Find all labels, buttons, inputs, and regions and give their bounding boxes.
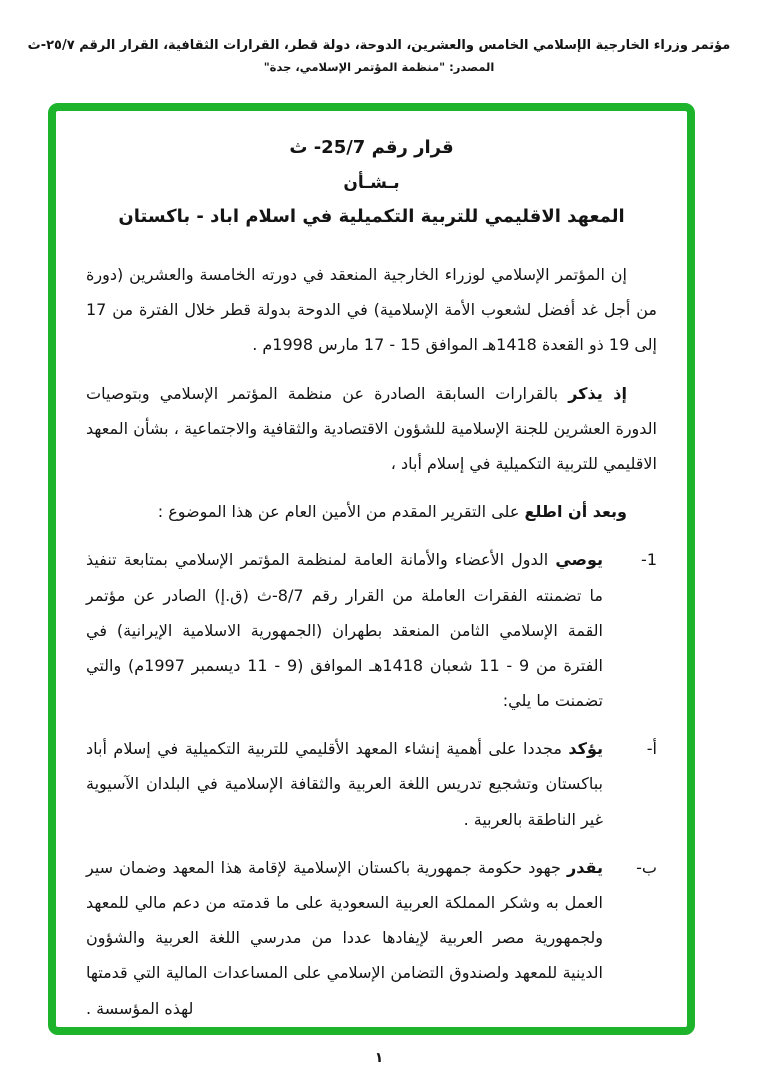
item-text	[86, 731, 603, 837]
item-marker: ب-	[636, 857, 657, 877]
item-body: الدول الأعضاء والأمانة العامة لمنظمة المؤتمر الإسلامي بمتابعة تنفيذ ما تضمنته الفقرات العاملة من القرار رقم 8/7-ث (ق.إ) الصادر عن مؤتمر القمة الإسلامي الثامن المنعقد بطهران (الجمهورية الاسلامية الإيرانية) في الفترة من 9 - 11 شعبان 1418هـ الموافق (9 - 11 ديسمبر 1997م) والتي تضمنت ما يلي:	[86, 550, 604, 711]
document-header	[0, 38, 758, 74]
operative-item-a	[86, 731, 657, 837]
preamble-paragraph-2	[86, 376, 657, 482]
resolution-subject-title: المعهد الاقليمي للتربية التكميلية في اسلام اباد - باكستان	[118, 206, 625, 227]
body-text	[86, 257, 657, 1026]
item-lead: يوصي	[555, 550, 603, 570]
item-body: جهود حكومة جمهورية باكستان الإسلامية لإقامة هذا المعهد وضمان سير العمل به وشكر المملكة العربية السعودية على ما قدمته من دعم مالي للمعهد ولجمهورية مصر العربية لإيفادها عددا من مدرسي اللغة العربية والشؤون الدينية للمعهد ولصندوق التضامن الإسلامي على المساعدات المالية التي قدمتها لهذه المؤسسة .	[86, 857, 603, 1018]
item-marker: أ-	[646, 739, 657, 759]
subject-word: بـشـأن	[343, 173, 400, 193]
resolution-number-title: قرار رقم 25/7- ث	[289, 137, 454, 158]
preamble-paragraph-1	[86, 257, 657, 363]
paragraph-text: إن المؤتمر الإسلامي لوزراء الخارجية المنعقد في دورته الخامسة والعشرين (دورة من أجل غد أفضل لشعوب الأمة الإسلامية) في الدوحة بدولة قطر خلال الفترة من 17 إلى 19 ذو القعدة 1418هـ الموافق 15 - 17 مارس 1998م .	[86, 265, 657, 355]
header-source-line: المصدر: "منظمة المؤتمر الإسلامي، جدة"	[263, 60, 495, 74]
preamble-paragraph-3	[86, 494, 657, 529]
item-lead: يؤكد	[568, 739, 603, 759]
item-text	[86, 850, 603, 1026]
green-border-frame	[48, 103, 695, 1035]
item-marker: 1-	[641, 550, 657, 570]
operative-item-b	[86, 850, 657, 1026]
page-number: ١	[374, 1050, 384, 1066]
item-text	[86, 542, 603, 718]
item-body: مجددا على أهمية إنشاء المعهد الأقليمي للتربية التكميلية في إسلام أباد بباكستان وتشجيع تدريس اللغة العربية والثقافة الإسلامية في البلدان الآسيوية غير الناطقة بالعربية .	[86, 739, 603, 829]
paragraph-lead: إذ يذكر	[568, 383, 627, 403]
title-block	[86, 137, 657, 227]
paragraph-lead: وبعد أن اطلع	[524, 502, 627, 522]
document-content	[56, 111, 687, 1026]
header-citation-line: مؤتمر وزراء الخارجية الإسلامي الخامس والعشرين، الدوحة، دولة قطر، القرارات الثقافية، القرار الرقم ٢٥/٧-ث	[27, 38, 731, 53]
paragraph-text: على التقرير المقدم من الأمين العام عن هذا الموضوع :	[157, 502, 525, 522]
operative-item-1	[86, 542, 657, 718]
item-lead: يقدر	[567, 857, 603, 877]
paragraph-text: بالقرارات السابقة الصادرة عن منظمة المؤتمر الإسلامي وبتوصيات الدورة العشرين للجنة الإسلامية للشؤون الاقتصادية والثقافية والاجتماعية ، بشأن المعهد الاقليمي للتربية التكميلية في إسلام أباد ،	[86, 383, 657, 473]
